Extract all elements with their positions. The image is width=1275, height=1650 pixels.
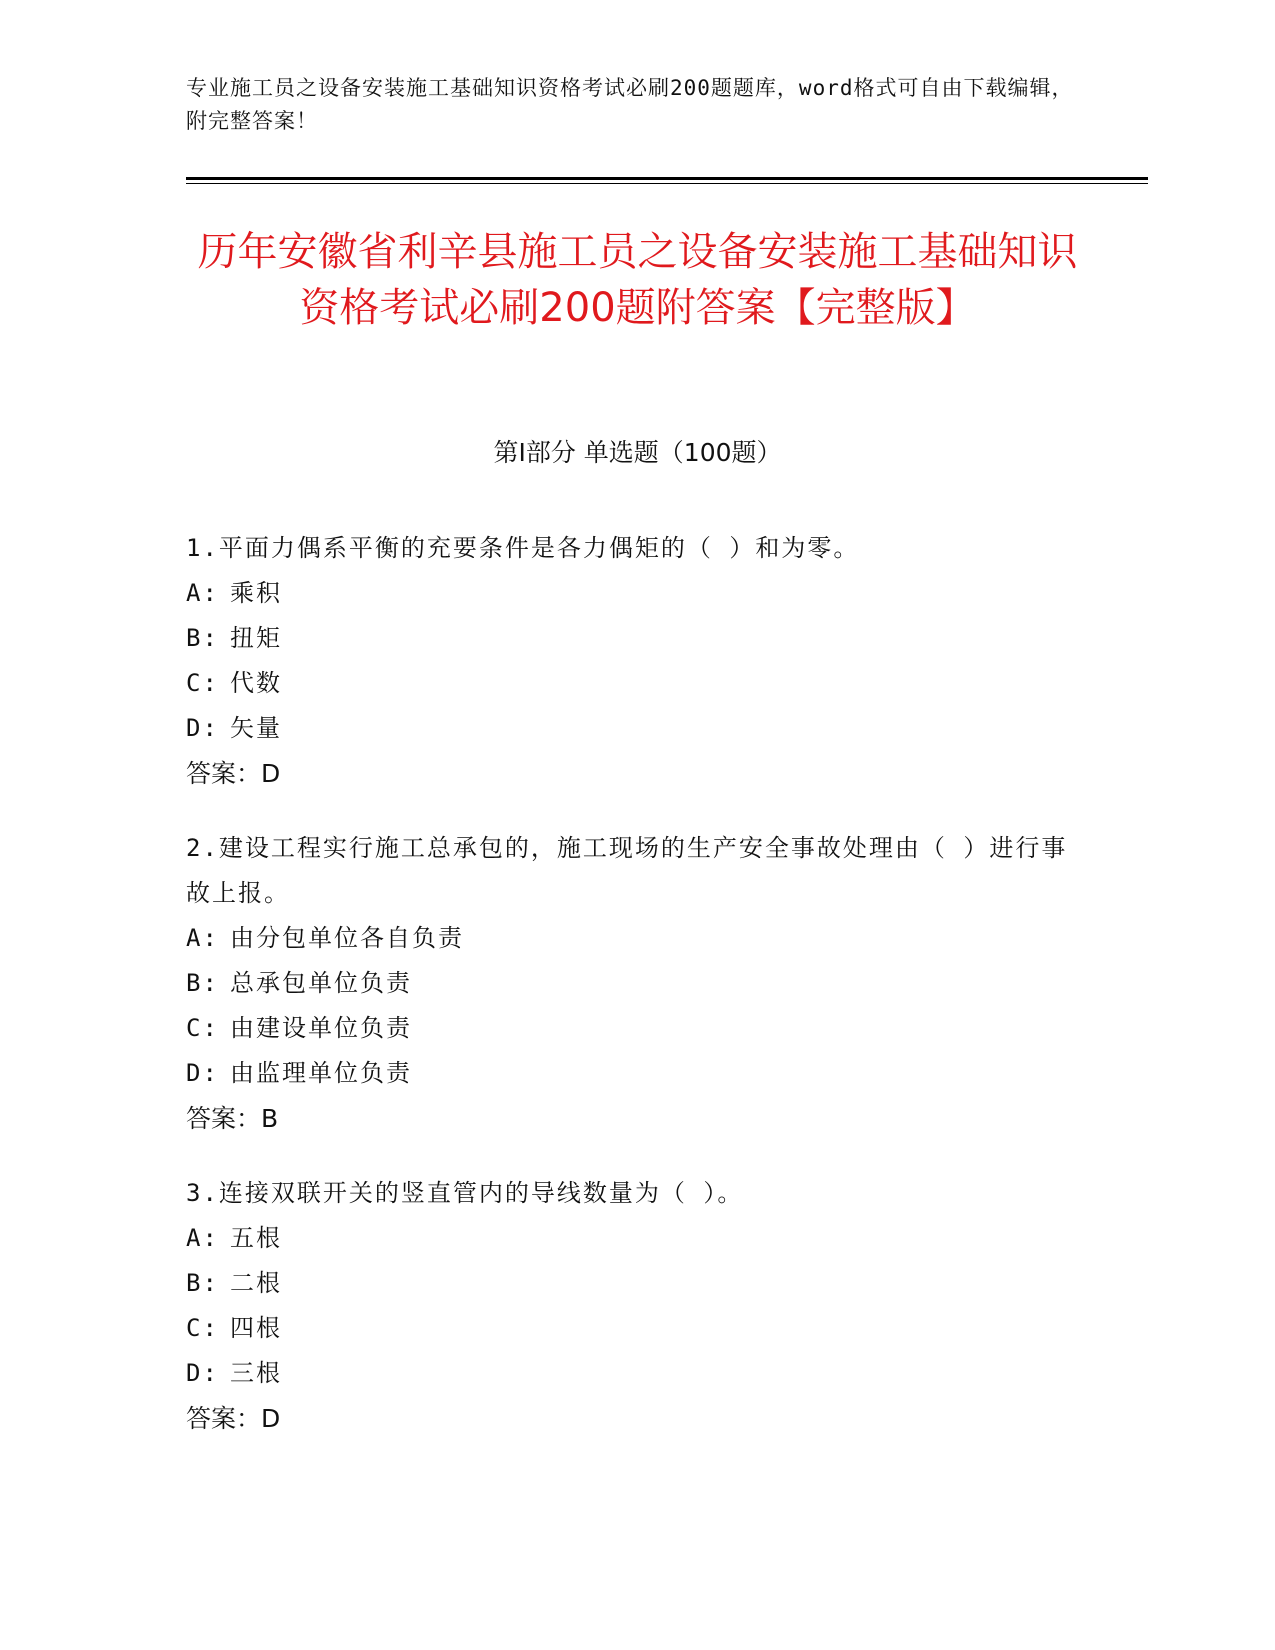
option-c xyxy=(186,1306,1086,1351)
option-d xyxy=(186,1351,1086,1396)
option-text: 乘积 xyxy=(230,579,282,607)
option-text: 五根 xyxy=(230,1224,282,1252)
question-stem: 1.平面力偶系平衡的充要条件是各力偶矩的（ ）和为零。 xyxy=(186,534,860,562)
option-key: D: xyxy=(186,1359,219,1387)
option-text: 总承包单位负责 xyxy=(230,969,412,997)
option-key: A: xyxy=(186,924,219,952)
answer-line: 答案：B xyxy=(186,1104,279,1133)
option-b xyxy=(186,616,1086,661)
option-text: 由分包单位各自负责 xyxy=(230,924,464,952)
question-stem: 2.建设工程实行施工总承包的，施工现场的生产安全事故处理由（ ）进行事故上报。 xyxy=(186,834,1068,907)
option-key: D: xyxy=(186,1059,219,1087)
option-key: B: xyxy=(186,969,219,997)
option-d xyxy=(186,1051,1086,1096)
option-text: 代数 xyxy=(230,669,282,697)
option-key: C: xyxy=(186,669,219,697)
option-key: B: xyxy=(186,624,219,652)
header-note: 专业施工员之设备安装施工基础知识资格考试必刷200题题库，word格式可自由下载编辑，附完整答案！ xyxy=(186,76,1074,133)
option-a xyxy=(186,571,1086,616)
option-text: 矢量 xyxy=(230,714,282,742)
option-a xyxy=(186,916,1086,961)
header-rule-thick xyxy=(186,177,1148,180)
option-key: C: xyxy=(186,1314,219,1342)
header-rule-thin xyxy=(186,183,1148,184)
option-c xyxy=(186,661,1086,706)
question-stem: 3.连接双联开关的竖直管内的导线数量为（ ）。 xyxy=(186,1179,744,1207)
answer-line: 答案：D xyxy=(186,1404,281,1433)
option-text: 三根 xyxy=(230,1359,282,1387)
option-key: A: xyxy=(186,579,219,607)
option-b xyxy=(186,1261,1086,1306)
question-list xyxy=(186,526,1086,1471)
option-d xyxy=(186,706,1086,751)
document-title: 历年安徽省利辛县施工员之设备安装施工基础知识资格考试必刷200题附答案【完整版】 xyxy=(197,229,1078,331)
option-c xyxy=(186,1006,1086,1051)
option-a xyxy=(186,1216,1086,1261)
question-2 xyxy=(186,826,1086,1141)
option-key: D: xyxy=(186,714,219,742)
option-key: A: xyxy=(186,1224,219,1252)
section-heading: 第I部分 单选题（100题） xyxy=(493,438,782,467)
answer-line: 答案：D xyxy=(186,759,281,788)
option-key: B: xyxy=(186,1269,219,1297)
option-b xyxy=(186,961,1086,1006)
option-text: 由监理单位负责 xyxy=(230,1059,412,1087)
option-text: 四根 xyxy=(230,1314,282,1342)
option-text: 二根 xyxy=(230,1269,282,1297)
option-text: 扭矩 xyxy=(230,624,282,652)
question-1 xyxy=(186,526,1086,796)
question-3 xyxy=(186,1171,1086,1441)
option-key: C: xyxy=(186,1014,219,1042)
option-text: 由建设单位负责 xyxy=(230,1014,412,1042)
